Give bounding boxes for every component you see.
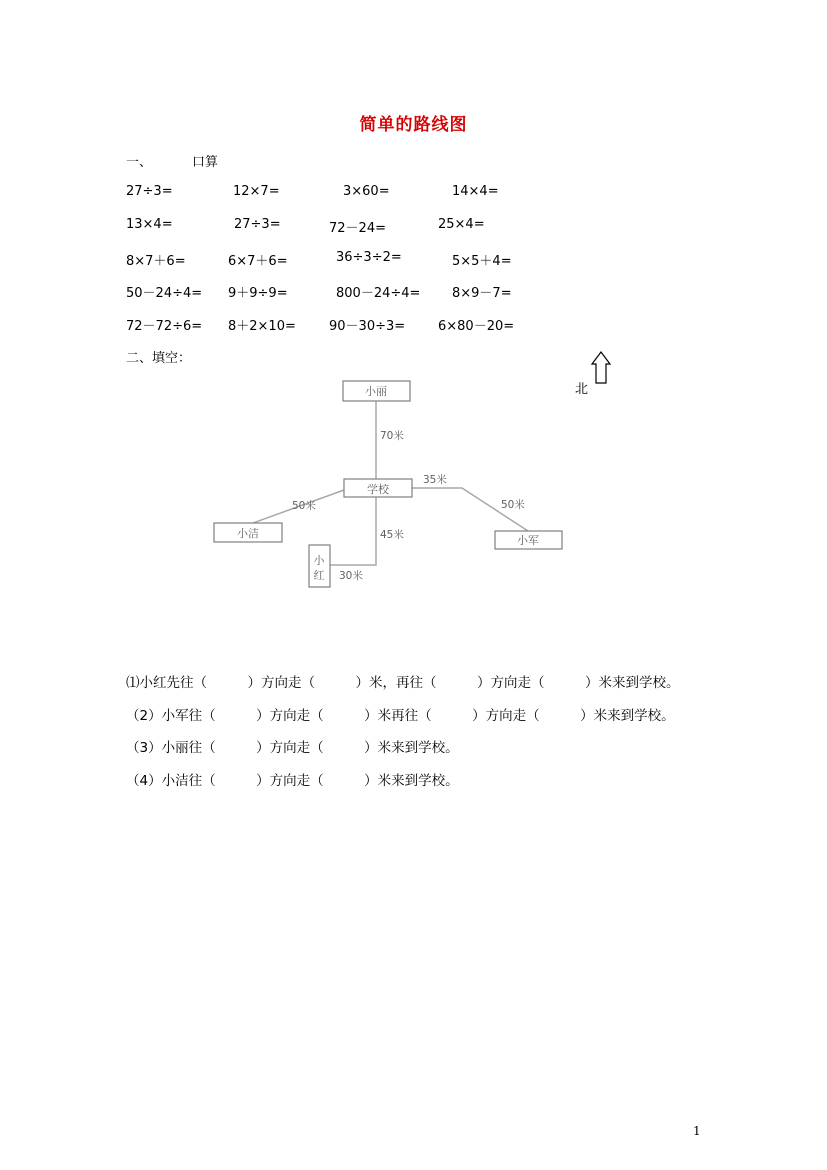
calc-item: 36÷3÷2= [336, 250, 402, 265]
calc-item: 72－72÷6= [126, 319, 203, 334]
section-2-heading: 二、填空： [126, 351, 192, 366]
calc-item: 800－24÷4= [336, 286, 421, 301]
calc-item: 25×4= [438, 217, 485, 232]
calc-item: 8×9－7= [452, 286, 512, 301]
calc-item: 90－30÷3= [329, 319, 406, 334]
calc-item: 72－24= [329, 221, 386, 236]
calc-item: 6×80－20= [438, 319, 515, 334]
calc-item: 12×7= [233, 184, 280, 199]
section-1-number: 一、 [126, 155, 153, 170]
place-label-xiaohong-2: 红 [313, 569, 325, 582]
page-number: 1 [693, 1124, 701, 1138]
question-3: （3）小丽往（ ）方向走（ ）米来到学校。 [126, 740, 459, 756]
calc-item: 3×60= [343, 184, 390, 199]
calc-item: 9＋9÷9= [228, 286, 288, 301]
place-label-school: 学校 [367, 483, 389, 496]
page-title: 简单的路线图 [359, 115, 468, 135]
place-label-xiaohong-1: 小 [313, 554, 325, 567]
distance-label: 45米 [380, 529, 404, 541]
calc-item: 8×7＋6= [126, 254, 186, 269]
place-label-lili: 小丽 [365, 385, 387, 398]
calc-item: 50－24÷4= [126, 286, 203, 301]
calc-item: 5×5＋4= [452, 254, 512, 269]
question-1: ⑴小红先往（ ）方向走（ ）米，再往（ ）方向走（ ）米来到学校。 [126, 675, 680, 691]
calc-item: 27÷3= [126, 184, 173, 199]
place-label-xiaojun: 小军 [517, 534, 539, 547]
section-1-label: 口算 [192, 155, 219, 170]
north-label: 北 [575, 382, 589, 397]
question-2: （2）小军往（ ）方向走（ ）米再往（ ）方向走（ ）米来到学校。 [126, 708, 675, 724]
place-label-xiaojie: 小洁 [237, 527, 259, 540]
question-4: （4）小洁往（ ）方向走（ ）米来到学校。 [126, 773, 459, 789]
calc-item: 8＋2×10= [228, 319, 296, 334]
north-arrow-icon [592, 352, 610, 383]
distance-label: 70米 [380, 430, 404, 442]
distance-label: 50米 [292, 500, 316, 512]
calc-item: 14×4= [452, 184, 499, 199]
distance-label: 50米 [501, 499, 525, 511]
calc-item: 13×4= [126, 217, 173, 232]
calc-item: 27÷3= [234, 217, 281, 232]
distance-label: 35米 [423, 474, 447, 486]
distance-label: 30米 [339, 570, 363, 582]
calc-item: 6×7＋6= [228, 254, 288, 269]
